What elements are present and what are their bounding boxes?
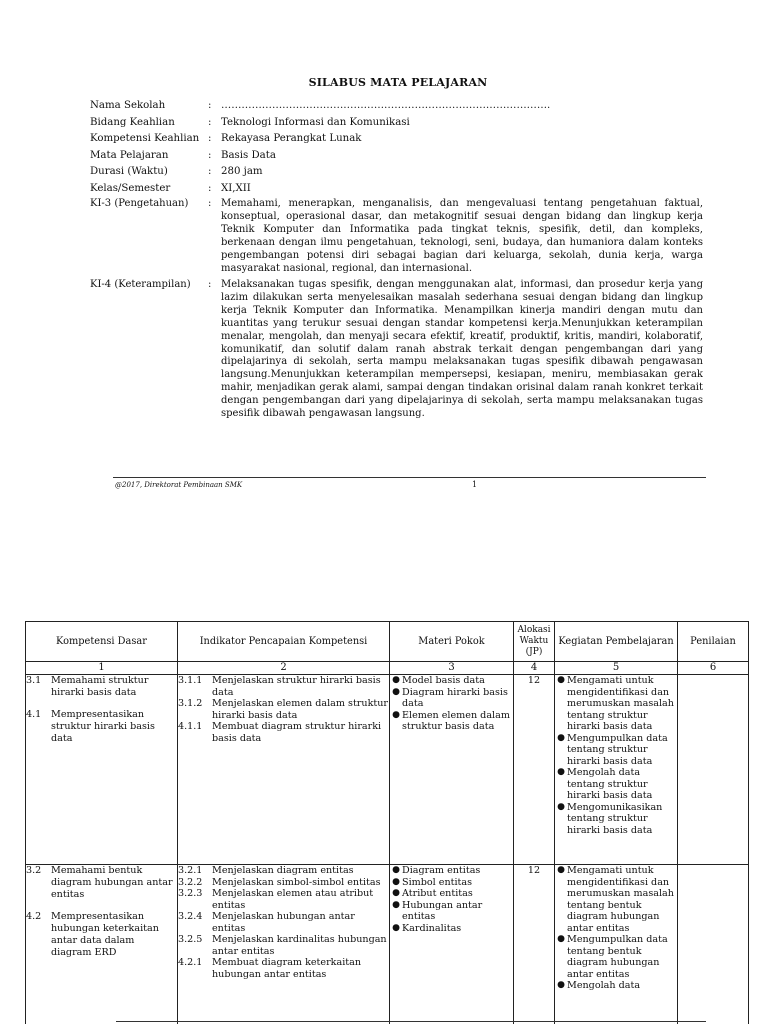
column-number: 6 bbox=[678, 662, 749, 675]
header-kegiatan: Kegiatan Pembelajaran bbox=[555, 622, 678, 662]
kd-text: Mempresentasikan hubungan keterkaitan antar data dalam diagram ERD bbox=[51, 911, 159, 958]
bullet-icon: ● bbox=[557, 767, 565, 777]
alokasi-cell: 12 bbox=[514, 865, 555, 1024]
meta-row-duration bbox=[90, 164, 710, 181]
column-number-row bbox=[26, 662, 749, 675]
indikator-item bbox=[178, 698, 389, 721]
kegiatan-cell bbox=[555, 865, 678, 1024]
alokasi-cell: 12 bbox=[514, 675, 555, 865]
kd-text: Mempresentasikan struktur hirarki basis data bbox=[51, 709, 155, 744]
header-penilaian: Penilaian bbox=[678, 622, 749, 662]
ki4-block bbox=[90, 279, 710, 421]
list-item bbox=[390, 865, 513, 877]
meta-row-competency bbox=[90, 131, 710, 148]
list-item bbox=[390, 923, 513, 935]
ki3-label: KI-3 (Pengetahuan) bbox=[90, 198, 189, 209]
bullet-icon: ● bbox=[392, 865, 400, 875]
ki3-block bbox=[90, 198, 710, 275]
bullet-icon: ● bbox=[392, 686, 400, 697]
kegiatan-text: Mengamati untuk mengidentifikasi dan merumuskan masalah tentang struktur hirarki basis data bbox=[567, 675, 674, 732]
materi-text: Elemen elemen dalam struktur basis data bbox=[402, 709, 510, 732]
ki4-label: KI-4 (Keterampilan) bbox=[90, 279, 191, 290]
list-item bbox=[390, 877, 513, 889]
kegiatan-text: Mengolah data tentang struktur hirarki basis data bbox=[567, 767, 653, 801]
materi-cell bbox=[390, 865, 514, 1024]
indikator-item bbox=[178, 675, 389, 698]
meta-row-school bbox=[90, 98, 710, 115]
bullet-icon: ● bbox=[392, 922, 400, 933]
kd-item bbox=[26, 675, 177, 699]
list-item bbox=[555, 767, 677, 802]
ki4-text: Melaksanakan tugas spesifik, dengan menggunakan alat, informasi, dan prosedur kerja yang lazim dilakukan serta menyelesaikan masalah sederhana sesuai dengan bidang dan lingkup kerja Teknik Komputer dan Informatika. Menampilkan kinerja mandiri dengan mutu dan kuantitas yang terukur sesuai dengan standar kompetensi kerja.Menunjukkan keterampilan menalar, mengolah, dan menyaji secara efektif, kreatif, produktif, kritis, mandiri, kolaboratif, komunikatif, dan solutif dalam ranah abstrak terkait dengan pengembangan dari yang dipelajarinya di sekolah, serta mampu melaksanakan tugas spesifik dibawah pengawasan langsung.Menunjukkan keterampilan mempersepsi, kesiapan, meniru, membiasakan gerak mahir, menjadikan gerak alami, sampai dengan tindakan orisinal dalam ranah konkret terkait dengan pengembangan dari yang dipelajarinya di sekolah, serta mampu melaksanakan tugas spesifik dibawah pengawasan langsung. bbox=[221, 279, 703, 420]
list-item bbox=[390, 710, 513, 733]
bullet-icon: ● bbox=[557, 801, 565, 812]
kd-number: 4.2 bbox=[26, 911, 42, 922]
meta-value: XI,XII bbox=[221, 182, 251, 194]
materi-text: Diagram hirarki basis data bbox=[402, 686, 508, 709]
kd-number: 3.1 bbox=[26, 675, 42, 686]
meta-value: Basis Data bbox=[221, 149, 276, 161]
bullet-icon: ● bbox=[557, 732, 565, 743]
indikator-number: 3.2.2 bbox=[178, 876, 203, 888]
column-number: 2 bbox=[178, 662, 390, 675]
meta-label: Bidang Keahlian bbox=[90, 116, 175, 128]
kd-text: Memahami struktur hirarki basis data bbox=[51, 675, 149, 698]
materi-text: Atribut entitas bbox=[402, 888, 473, 899]
list-item bbox=[390, 900, 513, 923]
indikator-number: 3.1.2 bbox=[178, 698, 203, 709]
list-item bbox=[555, 802, 677, 837]
meta-label: Kelas/Semester bbox=[90, 182, 171, 194]
indikator-item bbox=[178, 865, 389, 877]
indikator-text: Menjelaskan diagram entitas bbox=[212, 865, 354, 876]
meta-colon: : bbox=[208, 166, 212, 178]
list-item bbox=[555, 865, 677, 934]
header-kompetensi-dasar: Kompetensi Dasar bbox=[26, 622, 178, 662]
list-item bbox=[555, 675, 677, 733]
bullet-icon: ● bbox=[392, 675, 400, 685]
materi-list bbox=[390, 865, 513, 934]
materi-cell bbox=[390, 675, 514, 865]
kd-item bbox=[26, 709, 177, 745]
kegiatan-text: Mengumpulkan data tentang bentuk diagram hubungan antar entitas bbox=[567, 934, 668, 980]
list-item bbox=[390, 888, 513, 900]
bullet-icon: ● bbox=[557, 675, 565, 685]
meta-label: Kompetensi Keahlian bbox=[90, 133, 200, 145]
indikator-number: 3.2.3 bbox=[178, 888, 203, 899]
list-item bbox=[555, 934, 677, 980]
meta-value: ……………………………………………………………………………………. bbox=[221, 100, 551, 111]
meta-row-field bbox=[90, 115, 710, 132]
syllabus-table bbox=[25, 621, 749, 1024]
indikator-item bbox=[178, 888, 389, 911]
meta-colon: : bbox=[208, 182, 212, 194]
materi-text: Diagram entitas bbox=[402, 865, 481, 876]
indikator-item bbox=[178, 721, 389, 744]
table-header-row bbox=[26, 622, 749, 662]
meta-value: Rekayasa Perangkat Lunak bbox=[221, 133, 362, 145]
indikator-text: Menjelaskan simbol-simbol entitas bbox=[212, 876, 381, 888]
list-item bbox=[555, 980, 677, 992]
header-materi: Materi Pokok bbox=[390, 622, 514, 662]
indikator-text: Menjelaskan struktur hirarki basis data bbox=[212, 675, 381, 698]
kegiatan-text: Mengomunikasikan tentang struktur hirarki basis data bbox=[567, 801, 663, 836]
indikator-text: Menjelaskan elemen atau atribut entitas bbox=[212, 888, 374, 911]
materi-text: Simbol entitas bbox=[402, 876, 473, 888]
list-item bbox=[390, 687, 513, 710]
indikator-text: Menjelaskan elemen dalam struktur hirarki basis data bbox=[212, 698, 389, 721]
kegiatan-text: Mengamati untuk mengidentifikasi dan merumuskan masalah tentang bentuk diagram hubungan antar entitas bbox=[567, 865, 674, 934]
indikator-item bbox=[178, 911, 389, 934]
kd-item bbox=[26, 865, 177, 901]
meta-colon: : bbox=[208, 100, 212, 111]
bullet-icon: ● bbox=[392, 876, 400, 887]
column-number: 3 bbox=[390, 662, 514, 675]
kd-item bbox=[26, 911, 177, 959]
indikator-number: 3.2.4 bbox=[178, 911, 203, 922]
meta-label: Mata Pelajaran bbox=[90, 149, 169, 161]
ki3-text: Memahami, menerapkan, menganalisis, dan mengevaluasi tentang pengetahuan faktual, konseptual, operasional dasar, dan metakognitif sesuai dengan bidang dan lingkup kerja Teknik Komputer dan Informatika pada tingkat teknis, spesifik, detil, dan kompleks, berkenaan dengan ilmu pengetahuan, teknologi, seni, budaya, dan humaniora dalam konteks pengembangan potensi diri sebagai bagian dari keluarga, sekolah, dunia kerja, warga masyarakat nasional, regional, dan internasional. bbox=[221, 198, 703, 274]
footer-copyright: @2017, Direktorat Pembinaan SMK bbox=[115, 481, 243, 489]
meta-colon: : bbox=[208, 116, 212, 128]
table-row bbox=[26, 865, 749, 1024]
document-title: SILABUS MATA PELAJARAN bbox=[308, 76, 488, 89]
bullet-icon: ● bbox=[392, 888, 400, 898]
bullet-icon: ● bbox=[557, 934, 565, 944]
header-alokasi: Alokasi Waktu (JP) bbox=[514, 622, 555, 662]
kd-number: 3.2 bbox=[26, 865, 42, 876]
meta-value: 280 jam bbox=[221, 166, 263, 178]
ki4-colon: : bbox=[208, 279, 212, 290]
penilaian-cell bbox=[678, 675, 749, 865]
kegiatan-list bbox=[555, 865, 677, 992]
kd-cell bbox=[26, 865, 178, 1024]
indikator-item bbox=[178, 957, 389, 980]
list-item bbox=[555, 733, 677, 768]
bullet-icon: ● bbox=[557, 865, 565, 875]
kegiatan-text: Mengolah data bbox=[567, 980, 641, 991]
kegiatan-list bbox=[555, 675, 677, 836]
meta-label: Nama Sekolah bbox=[90, 100, 166, 111]
column-number: 4 bbox=[514, 662, 555, 675]
meta-label: Durasi (Waktu) bbox=[90, 166, 168, 178]
indikator-text: Membuat diagram struktur hirarki basis data bbox=[212, 721, 382, 744]
page-gap bbox=[0, 555, 768, 620]
indikator-number: 3.2.5 bbox=[178, 934, 203, 945]
column-number: 1 bbox=[26, 662, 178, 675]
indikator-item bbox=[178, 877, 389, 889]
header-indikator: Indikator Pencapaian Kompetensi bbox=[178, 622, 390, 662]
list-item bbox=[390, 675, 513, 687]
indikator-text: Menjelaskan kardinalitas hubungan antar entitas bbox=[212, 934, 387, 957]
indikator-number: 3.1.1 bbox=[178, 675, 203, 686]
footer-divider bbox=[113, 477, 706, 478]
materi-text: Hubungan antar entitas bbox=[402, 899, 483, 922]
indikator-text: Menjelaskan hubungan antar entitas bbox=[212, 911, 355, 934]
indikator-number: 3.2.1 bbox=[178, 865, 203, 876]
meta-row-class bbox=[90, 181, 710, 198]
bullet-icon: ● bbox=[392, 709, 400, 720]
kd-number: 4.1 bbox=[26, 709, 42, 720]
indikator-text: Membuat diagram keterkaitan hubungan antar entitas bbox=[212, 957, 362, 980]
meta-colon: : bbox=[208, 133, 212, 145]
page-bottom-divider bbox=[116, 1021, 706, 1022]
page-number: 1 bbox=[472, 480, 478, 489]
identity-block bbox=[90, 98, 710, 198]
indikator-number: 4.2.1 bbox=[178, 957, 203, 968]
meta-value: Teknologi Informasi dan Komunikasi bbox=[221, 116, 410, 128]
materi-text: Model basis data bbox=[402, 675, 485, 686]
indikator-number: 4.1.1 bbox=[178, 721, 203, 732]
kd-cell bbox=[26, 675, 178, 865]
kegiatan-cell bbox=[555, 675, 678, 865]
indikator-cell bbox=[178, 675, 390, 865]
kd-text: Memahami bentuk diagram hubungan antar entitas bbox=[51, 865, 173, 900]
bullet-icon: ● bbox=[392, 899, 400, 910]
column-number: 5 bbox=[555, 662, 678, 675]
meta-row-subject bbox=[90, 148, 710, 165]
indikator-cell bbox=[178, 865, 390, 1024]
bullet-icon: ● bbox=[557, 980, 565, 990]
kegiatan-text: Mengumpulkan data tentang struktur hirarki basis data bbox=[567, 732, 668, 767]
table-row bbox=[26, 675, 749, 865]
materi-text: Kardinalitas bbox=[402, 922, 462, 934]
penilaian-cell bbox=[678, 865, 749, 1024]
materi-list bbox=[390, 675, 513, 733]
indikator-item bbox=[178, 934, 389, 957]
meta-colon: : bbox=[208, 149, 212, 161]
ki3-colon: : bbox=[208, 198, 212, 209]
